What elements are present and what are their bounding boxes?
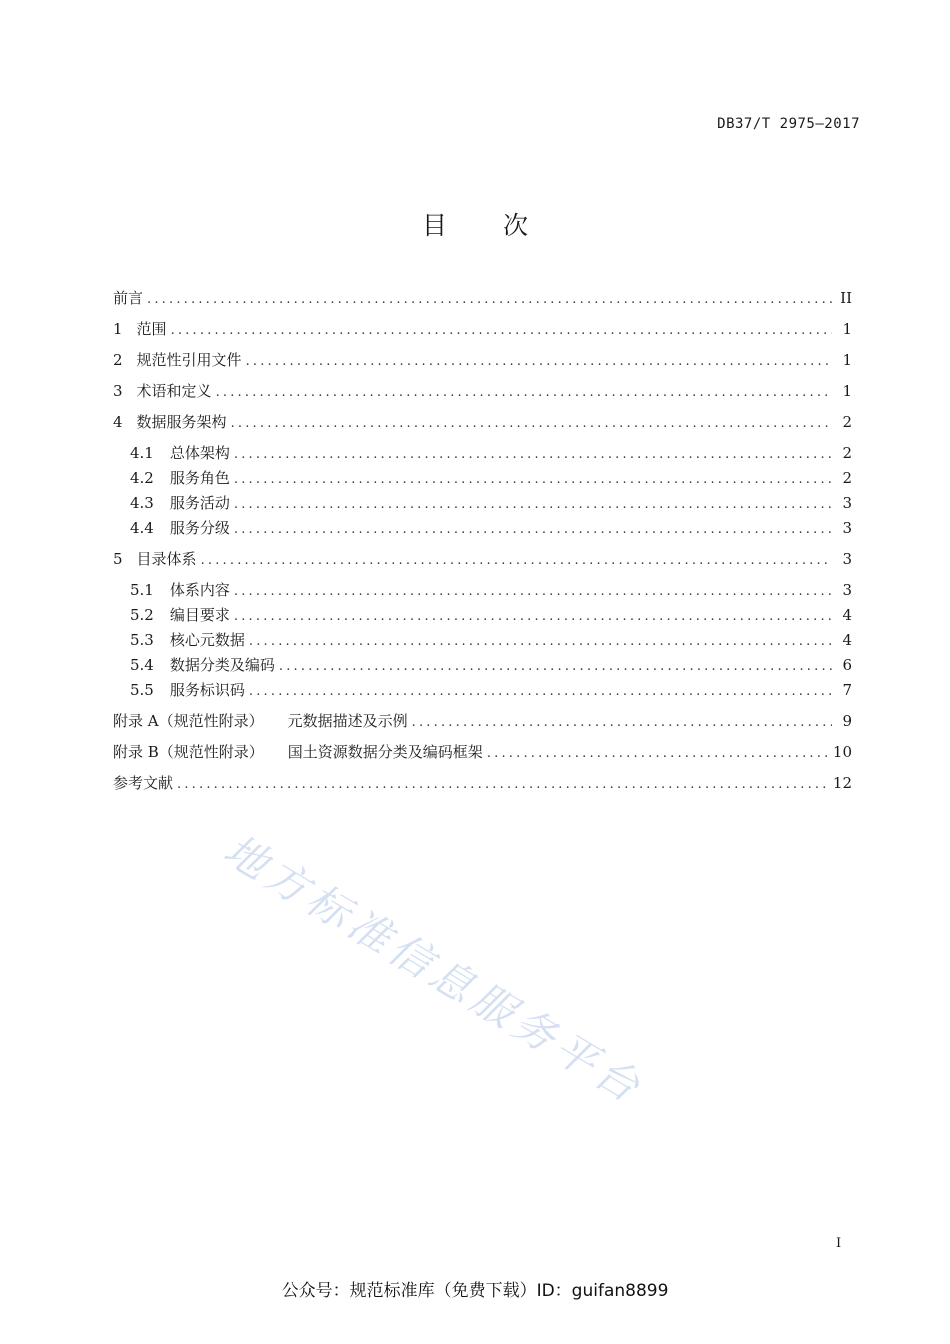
standard-number: DB37/T 2975—2017 [717,116,860,132]
toc-leader-dots [231,412,832,436]
toc-entry-number: 4.4 [130,519,154,537]
toc-entry-service-architecture[interactable] [113,410,852,441]
footer-notice: 公众号：规范标准库（免费下载）ID：guifan8899 [281,1281,669,1301]
toc-entry-number: 5.1 [130,581,154,599]
toc-entry-page: 1 [842,320,852,338]
toc-entry-label: 范围 [136,320,167,338]
toc-entry-label: 总体架构 [169,444,230,462]
toc-leader-dots [234,518,832,542]
toc-entry-page: 2 [842,469,852,487]
toc-entry-number: 5 [113,550,123,568]
toc-entry-page: 10 [832,743,852,761]
toc-entry-number: 2 [113,351,123,369]
toc-leader-dots [234,443,832,467]
toc-entry-label: 体系内容 [169,581,230,599]
toc-leader-dots [249,680,832,704]
toc-entry-label: 数据分类及编码 [169,656,275,674]
appendix-heading: 附录 A（规范性附录） [113,712,264,730]
toc-leader-dots [487,742,827,766]
toc-entry-label: 参考文献 [113,774,174,792]
appendix-heading: 附录 B（规范性附录） [113,743,264,761]
toc-entry-label: 服务分级 [169,519,230,537]
toc-entry-bibliography[interactable] [113,771,852,802]
toc-entry-label: 规范性引用文件 [136,351,242,369]
toc-entry-number: 5.3 [130,631,154,649]
toc-leader-dots [279,655,832,679]
toc-entry-page: 1 [842,351,852,369]
toc-entry-page: II [840,289,852,307]
toc-subentry[interactable] [113,516,852,547]
toc-entry-label [113,709,408,733]
toc-entry-scope[interactable] [113,317,852,348]
toc-leader-dots [234,605,832,629]
toc-entry-label: 数据服务架构 [136,413,227,431]
toc-leader-dots [234,468,832,492]
appendix-title: 元数据描述及示例 [287,712,408,730]
toc-entry-number: 5.4 [130,656,154,674]
toc-entry-number: 3 [113,382,123,400]
toc-subentry[interactable] [113,653,852,678]
toc-subentry[interactable] [113,491,852,516]
toc-leader-dots [171,319,832,343]
toc-entry-page: 6 [842,656,852,674]
toc-entry-label [113,740,483,764]
appendix-title: 国土资源数据分类及编码框架 [287,743,483,761]
toc-entry-label: 目录体系 [136,550,197,568]
toc-entry-page: 3 [842,550,852,568]
toc-entry-page: 2 [842,413,852,431]
toc-entry-number: 5.2 [130,606,154,624]
page-title: 目 次 [422,211,552,240]
toc-entry-normative-references[interactable] [113,348,852,379]
toc-entry-label: 服务活动 [169,494,230,512]
toc-entry-page: 9 [842,712,852,730]
toc-entry-page: 4 [842,631,852,649]
toc-entry-catalog-system[interactable] [113,547,852,578]
toc-entry-label: 服务标识码 [169,681,245,699]
toc-subentry[interactable] [113,441,852,466]
toc-entry-number: 4 [113,413,123,431]
toc-leader-dots [249,630,832,654]
toc-leader-dots [177,773,827,797]
toc-entry-number: 1 [113,320,123,338]
toc-entry-label: 编目要求 [169,606,230,624]
toc-leader-dots [412,711,832,735]
toc-entry-appendix-a[interactable] [113,709,852,740]
toc-entry-page: 12 [832,774,852,792]
toc-leader-dots [216,381,832,405]
page-number: I [836,1236,842,1251]
toc-subentry[interactable] [113,603,852,628]
toc-entry-appendix-b[interactable] [113,740,852,771]
toc-subentry[interactable] [113,578,852,603]
toc-entry-number: 4.1 [130,444,154,462]
toc-subentry[interactable] [113,628,852,653]
toc-leader-dots [246,350,832,374]
watermark-text: 地方标准信息服务平台 [215,824,653,1115]
toc-entry-foreword[interactable] [113,286,852,317]
toc-entry-page: 7 [842,681,852,699]
toc-entry-page: 3 [842,494,852,512]
table-of-contents [113,286,852,802]
toc-entry-number: 4.2 [130,469,154,487]
toc-leader-dots [234,493,832,517]
toc-entry-label: 术语和定义 [136,382,212,400]
toc-entry-page: 4 [842,606,852,624]
toc-entry-label: 服务角色 [169,469,230,487]
toc-leader-dots [234,580,832,604]
toc-entry-terms-definitions[interactable] [113,379,852,410]
toc-subentry[interactable] [113,466,852,491]
toc-entry-label: 前言 [113,289,144,307]
toc-entry-page: 3 [842,519,852,537]
toc-entry-page: 1 [842,382,852,400]
toc-subentry[interactable] [113,678,852,709]
toc-entry-page: 3 [842,581,852,599]
toc-entry-number: 5.5 [130,681,154,699]
toc-entry-label: 核心元数据 [169,631,245,649]
toc-entry-number: 4.3 [130,494,154,512]
toc-leader-dots [147,288,832,312]
toc-entry-page: 2 [842,444,852,462]
toc-leader-dots [201,549,832,573]
